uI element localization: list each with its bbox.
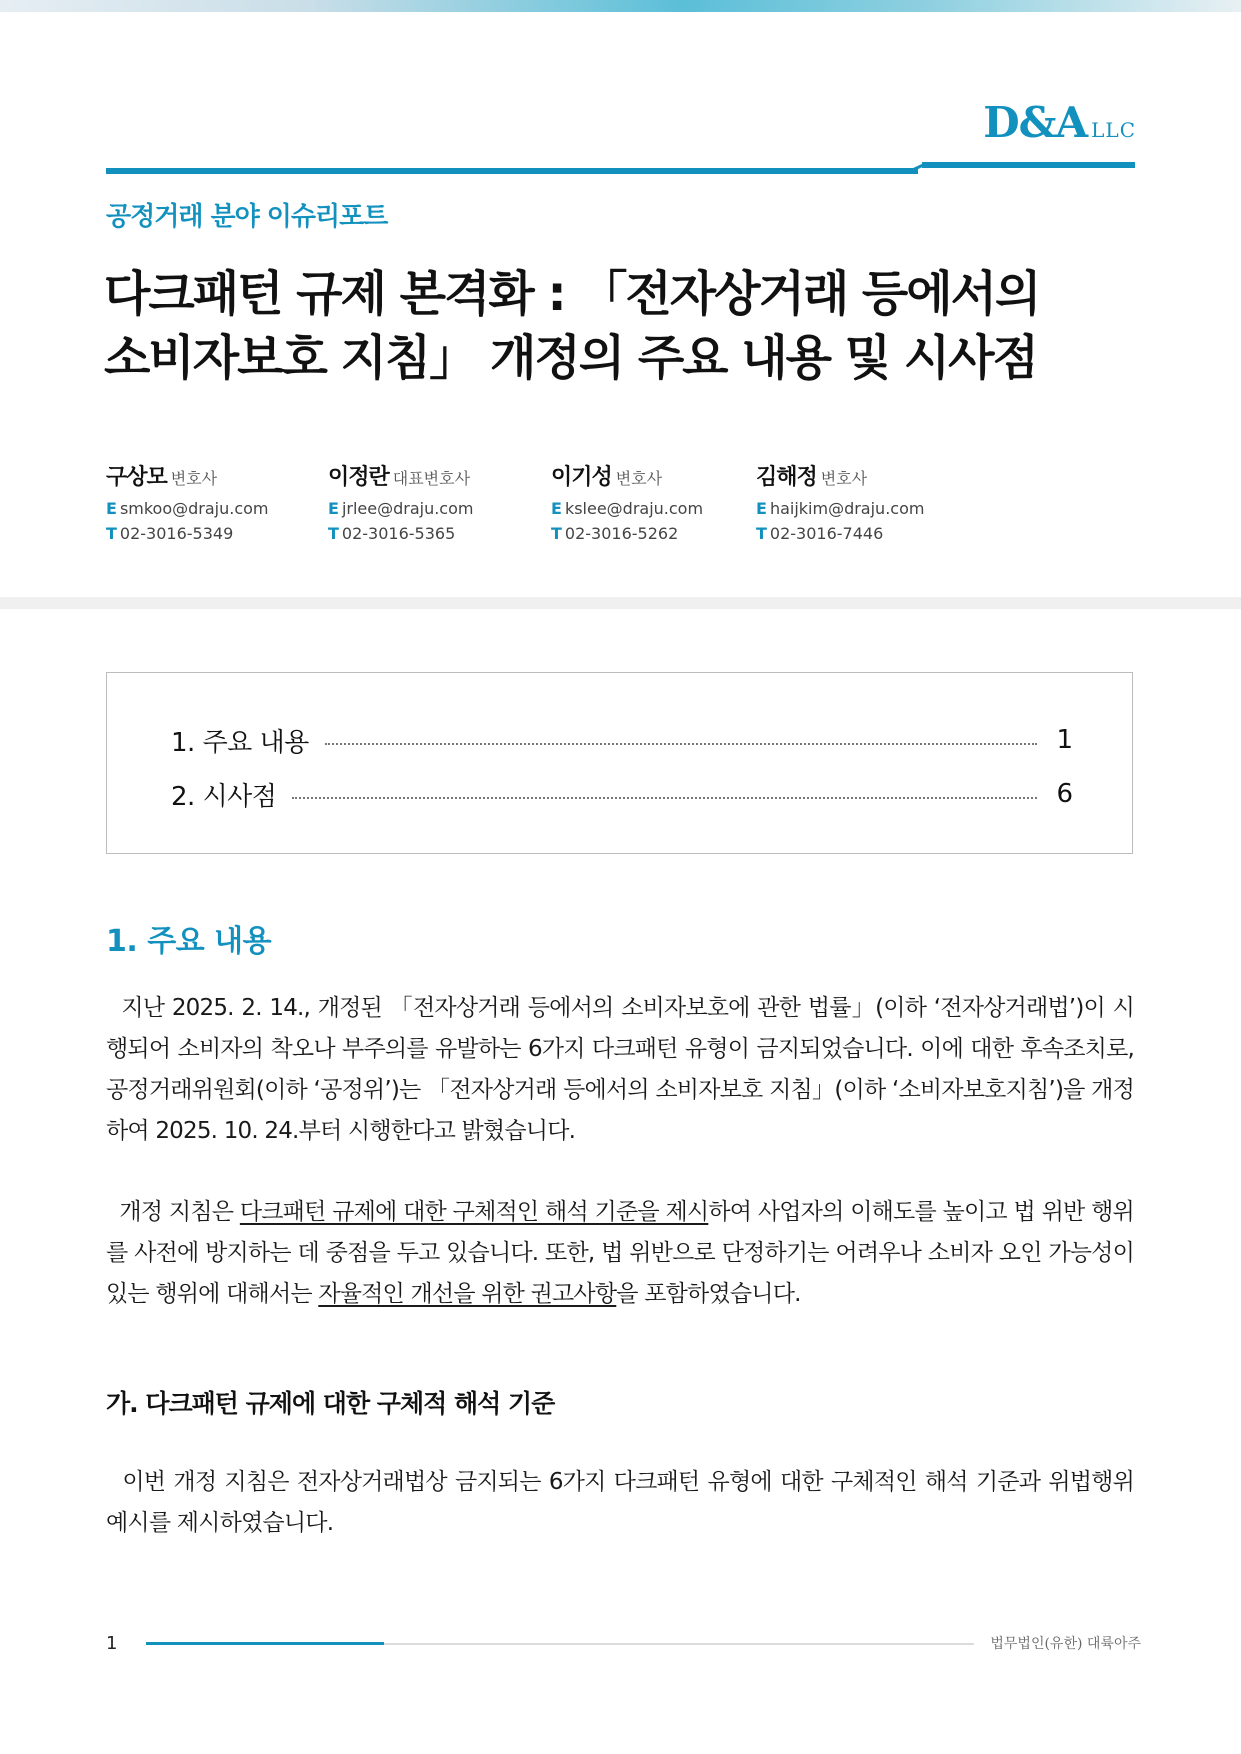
author-role: 변호사 [170,469,218,488]
author-name: 이정란 [328,465,389,490]
paragraph-text: 개정 지침은 [119,1199,240,1225]
section-divider [0,597,1241,609]
toc-leader [292,797,1037,799]
phone-value: 02-3016-5262 [564,524,679,543]
phone-label: T [756,524,767,543]
toc-leader [325,743,1037,745]
author-name: 구상모 [106,465,167,490]
toc-page: 1 [1056,725,1073,755]
title-line-1: 다크패턴 규제 본격화 : 「전자상거래 등에서의 [104,266,1040,322]
logo-main: D&A [983,98,1088,147]
subsection-heading: 가. 다크패턴 규제에 대한 구체적 해석 기준 [106,1389,555,1418]
paragraph-text: 하여 사업자의 이해도를 높이고 법 위반 행위를 사전에 방지하는 데 중점을 두고 있습니다. 또한, 법 위반으로 단정하기는 어려우나 소비자 오인 가능성이 있는 행위에 대해서는 [106,1199,1134,1307]
footer-rule-accent [146,1642,384,1645]
phone-value: 02-3016-5349 [119,524,234,543]
email-label: E [551,499,562,518]
body-paragraph [106,1462,1134,1544]
author-phone [756,524,976,543]
paragraph-text: 이번 개정 지침은 전자상거래법상 금지되는 6가지 다크패턴 유형에 대한 구체적인 해석 기준과 위법행위 예시를 제시하였습니다. [106,1469,1134,1536]
section-heading: 1. 주요 내용 [106,924,272,959]
author-name: 김해정 [756,465,817,490]
author-role: 변호사 [820,469,868,488]
title-line-2: 소비자보호 지침」 개정의 주요 내용 및 시사점 [104,330,1037,386]
email-value: smkoo@draju.com [119,499,269,518]
toc-page: 6 [1056,779,1073,809]
phone-value: 02-3016-5365 [341,524,456,543]
author-email[interactable] [106,499,326,518]
author-phone [106,524,326,543]
page-number: 1 [106,1633,118,1654]
author-email[interactable] [328,499,548,518]
author-email[interactable] [551,499,771,518]
toc-label: 1. 주요 내용 [171,727,309,758]
email-value: haijkim@draju.com [769,499,925,518]
phone-label: T [551,524,562,543]
email-value: kslee@draju.com [564,499,704,518]
author-email[interactable] [756,499,976,518]
toc-label: 2. 시사점 [171,781,277,812]
phone-label: T [106,524,117,543]
paragraph-text: 지난 2025. 2. 14., 개정된 「전자상거래 등에서의 소비자보호에 관한 법률」(이하 ‘전자상거래법’)이 시행되어 소비자의 착오나 부주의를 유발하는 6가지 다크패턴 유형이 금지되었습니다. 이에 대한 후속조치로, 공정거래위원회(이하 ‘공정위’)는 「전자상거래 등에서의 소비자보호 지침」(이하 ‘소비자보호지침’)을 개정하여 2025. 10. 24.부터 시행한다고 밝혔습니다. [106,995,1134,1144]
paragraph-text: 을 포함하였습니다. [616,1281,801,1307]
author-phone [551,524,771,543]
author-name: 이기성 [551,465,612,490]
author-card [551,460,771,543]
header-rule [106,168,918,174]
author-role: 대표변호사 [392,469,471,488]
author-card [328,460,548,543]
top-gradient-strip [0,0,1241,12]
author-card [756,460,976,543]
logo-llc: LLC [1091,118,1136,142]
body-paragraph [106,988,1134,1152]
phone-label: T [328,524,339,543]
firm-logo [983,98,1136,147]
email-label: E [328,499,339,518]
author-role: 변호사 [615,469,663,488]
email-label: E [756,499,767,518]
author-card [106,460,326,543]
table-of-contents [106,672,1133,854]
page-title [104,262,1144,390]
email-value: jrlee@draju.com [341,499,474,518]
author-phone [328,524,548,543]
report-category: 공정거래 분야 이슈리포트 [106,202,388,232]
underlined-text: 자율적인 개선을 위한 권고사항 [318,1281,617,1307]
underlined-text: 다크패턴 규제에 대한 구체적인 해석 기준을 제시 [239,1199,709,1225]
toc-entry[interactable] [171,777,1073,811]
header-rule-right [922,162,1135,168]
body-paragraph [106,1192,1134,1315]
footer-firm-name: 법무법인(유한) 대륙아주 [990,1636,1141,1652]
toc-entry[interactable] [171,723,1073,757]
email-label: E [106,499,117,518]
phone-value: 02-3016-7446 [769,524,884,543]
